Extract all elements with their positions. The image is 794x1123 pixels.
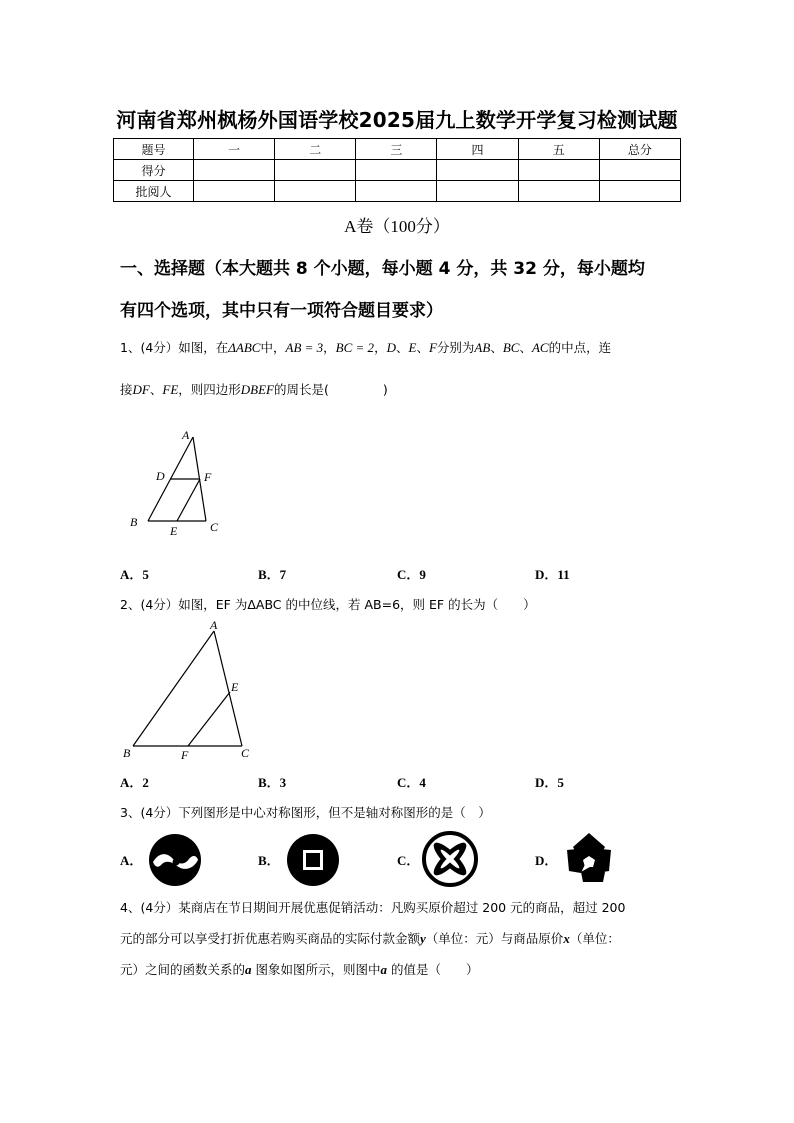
math: AB = 3	[285, 340, 324, 355]
point-label-d: D	[156, 469, 165, 483]
pentagon-petal-icon	[561, 830, 617, 886]
math: DF	[132, 382, 150, 397]
question-1-line1	[120, 338, 680, 356]
question-4-line2	[120, 929, 680, 947]
point-label-f: F	[204, 470, 212, 484]
text: 分别为	[436, 340, 475, 355]
q2-option-a[interactable]: A．2	[120, 775, 149, 790]
point-label-a: A	[210, 618, 218, 632]
table-cell[interactable]	[437, 160, 518, 181]
table-cell[interactable]	[356, 160, 437, 181]
math: F	[428, 340, 437, 355]
table-cell: 题号	[114, 139, 194, 160]
table-cell[interactable]	[194, 160, 275, 181]
point-label-c: C	[210, 520, 219, 534]
table-cell[interactable]	[356, 181, 437, 202]
q1-option-d[interactable]: D．11	[535, 567, 570, 582]
text: （单位：元）与商品原价	[425, 931, 564, 946]
q3-option-b[interactable]: B．	[258, 853, 280, 868]
text: 图象如图所示，则图中	[251, 962, 381, 977]
text: 、	[519, 340, 532, 355]
math: AC	[531, 340, 549, 355]
table-cell[interactable]	[275, 160, 356, 181]
math: FE	[162, 382, 179, 397]
table-cell[interactable]	[599, 181, 680, 202]
text: 元的部分可以享受打折优惠若购买商品的实际付款金额	[120, 931, 421, 946]
text: )	[382, 382, 388, 397]
segment-fe	[177, 479, 200, 521]
table-cell: 一	[194, 139, 275, 160]
q2-option-d[interactable]: D．5	[535, 775, 564, 790]
table-cell[interactable]	[599, 160, 680, 181]
q2-option-b[interactable]: B．3	[258, 775, 287, 790]
question-2-figure	[120, 615, 260, 765]
question-1-figure	[120, 425, 230, 540]
table-row	[114, 160, 681, 181]
q3-option-d[interactable]: D．	[535, 853, 558, 868]
text: 、	[149, 382, 163, 397]
point-label-a: A	[182, 428, 190, 442]
point-label-b: B	[123, 746, 131, 760]
math: E	[408, 340, 417, 355]
math: a	[245, 962, 252, 977]
math: ΔABC	[228, 340, 261, 355]
text: 、	[490, 340, 503, 355]
text: ，	[323, 340, 336, 355]
q2-option-c[interactable]: C．4	[397, 775, 426, 790]
q3-option-c[interactable]: C．	[397, 853, 420, 868]
math: D	[386, 340, 396, 355]
table-cell: 四	[437, 139, 518, 160]
part-heading-line2: 有四个选项，其中只有一项符合题目要求）	[120, 301, 443, 321]
text: 的周长是(	[274, 382, 329, 397]
exam-title: 河南省郑州枫杨外国语学校2025届九上数学开学复习检测试题	[116, 108, 678, 132]
text: 元）之间的函数关系的	[120, 962, 246, 977]
question-4-line1: 4、(4分）某商店在节日期间开展优惠促销活动：凡购买原价超过 200 元的商品，超过 200	[120, 900, 626, 915]
math: BC	[502, 340, 520, 355]
text: 1、(4分）如图，在	[120, 340, 229, 355]
text: 接	[120, 382, 133, 397]
text: 、	[395, 340, 409, 355]
question-2-text: 2、(4分）如图，EF 为ΔABC 的中位线，若 AB=6，则 EF 的长为（ ）	[120, 597, 536, 612]
table-cell: 二	[275, 139, 356, 160]
text: ，则四边形	[178, 382, 241, 397]
text: 的中点，连	[548, 340, 612, 355]
score-table	[113, 138, 681, 202]
table-cell: 三	[356, 139, 437, 160]
taiji-swirl-icon	[147, 832, 203, 888]
text: 中，	[260, 340, 286, 355]
table-cell[interactable]	[437, 181, 518, 202]
table-cell[interactable]	[518, 160, 599, 181]
question-4-line3	[120, 960, 680, 978]
paper-section-heading: A卷（100分）	[344, 217, 450, 236]
table-cell[interactable]	[194, 181, 275, 202]
math: AB	[474, 340, 491, 355]
table-row	[114, 181, 681, 202]
point-label-b: B	[130, 515, 138, 529]
text: 的值是（ ）	[387, 962, 479, 977]
text: （单位：	[569, 931, 620, 946]
part-heading-line1: 一、选择题（本大题共 8 个小题，每小题 4 分，共 32 分，每小题均	[120, 259, 645, 279]
segment-ef	[188, 692, 230, 746]
text: 、	[416, 340, 429, 355]
four-petal-circle-icon	[421, 830, 479, 888]
table-cell[interactable]	[518, 181, 599, 202]
q1-option-b[interactable]: B．7	[258, 567, 287, 582]
math: x	[563, 931, 570, 946]
coin-square-hole-icon	[285, 832, 341, 888]
q3-option-a[interactable]: A．	[120, 853, 143, 868]
math: DBEF	[240, 382, 274, 397]
table-cell: 五	[518, 139, 599, 160]
point-label-c: C	[241, 746, 250, 760]
point-label-f: F	[181, 748, 189, 762]
point-label-e: E	[170, 524, 178, 538]
table-cell: 总分	[599, 139, 680, 160]
question-1-line2	[120, 380, 680, 398]
math: y	[420, 931, 426, 946]
point-label-e: E	[231, 680, 239, 694]
table-cell[interactable]	[275, 181, 356, 202]
text: ，	[374, 340, 387, 355]
question-3-text: 3、(4分）下列图形是中心对称图形，但不是轴对称图形的是（ ）	[120, 805, 491, 820]
score-table-header-row	[114, 139, 681, 160]
math: a	[380, 962, 387, 977]
q1-option-c[interactable]: C．9	[397, 567, 426, 582]
table-cell: 得分	[114, 160, 194, 181]
table-cell: 批阅人	[114, 181, 194, 202]
q1-option-a[interactable]: A．5	[120, 567, 149, 582]
math: BC = 2	[335, 340, 375, 355]
